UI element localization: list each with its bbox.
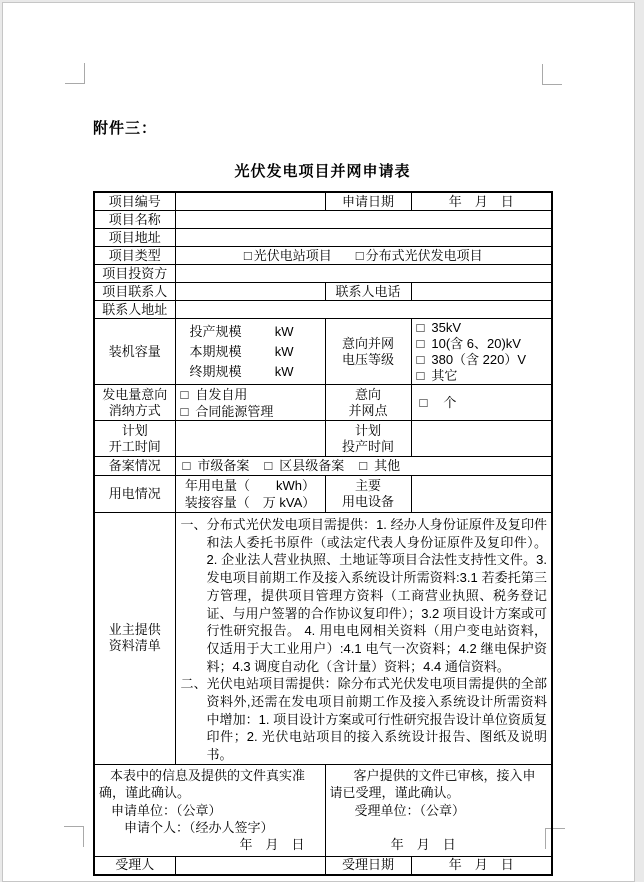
scale-unit: kW — [274, 343, 294, 359]
attachment-label: 附件三： — [93, 120, 158, 137]
voltage-option-label: 其它 — [431, 367, 458, 383]
handler-field[interactable] — [175, 856, 325, 875]
acceptor-date-line: 年 月 日 — [390, 837, 456, 853]
row-project-no — [94, 192, 552, 211]
contact-addr-field[interactable] — [175, 301, 552, 319]
main-equipment-field[interactable] — [411, 476, 552, 513]
row-documents — [94, 513, 552, 765]
record-options-cell — [175, 457, 552, 476]
checkbox-icon[interactable]: □ — [416, 335, 425, 351]
applicant-statement: 本表中的信息及提供的文件真实准确，谨此确认。 — [99, 767, 306, 801]
record-option-label: 市级备案 — [197, 458, 250, 473]
contact-addr-label: 联系人地址 — [94, 301, 175, 319]
production-time-label: 计划 投产时间 — [325, 421, 411, 457]
poi-label: 意向 并网点 — [325, 385, 411, 421]
document-page — [2, 2, 635, 882]
project-name-field[interactable] — [175, 211, 552, 229]
voltage-label: 意向并网 电压等级 — [325, 319, 411, 385]
acceptor-unit-line: 受理单位：（公章） — [354, 802, 466, 818]
contact-phone-field[interactable] — [411, 283, 552, 301]
record-label: 备案情况 — [94, 457, 175, 476]
row-project-name — [94, 211, 552, 229]
project-addr-field[interactable] — [175, 229, 552, 247]
start-time-label: 计划 开工时间 — [94, 421, 175, 457]
checkbox-icon[interactable]: □ — [416, 367, 425, 383]
application-form-table — [93, 191, 553, 876]
scale-name: 本期规模 — [189, 343, 242, 359]
capacity-label: 装机容量 — [94, 319, 175, 385]
checkbox-icon[interactable]: □ — [359, 458, 368, 473]
production-time-field[interactable] — [411, 421, 552, 457]
applicant-confirmation-cell — [94, 764, 325, 856]
contact-label: 项目联系人 — [94, 283, 175, 301]
investor-label: 项目投资方 — [94, 265, 175, 283]
project-name-label: 项目名称 — [94, 211, 175, 229]
record-option-label: 区县级备案 — [279, 458, 345, 473]
accept-date-field[interactable]: 年 月 日 — [411, 856, 552, 875]
contact-phone-label: 联系人电话 — [325, 283, 411, 301]
consumption-label: 发电量意向 消纳方式 — [94, 385, 175, 421]
checkbox-icon[interactable]: □ — [355, 247, 364, 263]
documents-paragraph-2: 二、光伏电站项目需提供：除分布式光伏发电项目需提供的全部资料外,还需在发电项目前期工作及接入系统设计所需资料中增加：1. 项目设计方案或可行性研究报告设计单位资质复印件；2. 光伏电站项目的接入系统设计报告、图纸及说明书。 — [180, 676, 547, 763]
project-type-options-cell — [175, 247, 552, 265]
main-equipment-label: 主要 用电设备 — [325, 476, 411, 513]
crop-mark-top-left-icon — [65, 63, 85, 84]
usage-line: 年用电量（ kWh） — [184, 478, 315, 493]
voltage-option-label: 10(含 6、20)kV — [431, 335, 521, 351]
row-contact-addr — [94, 301, 552, 319]
row-project-addr — [94, 229, 552, 247]
usage-values-cell[interactable] — [175, 476, 325, 513]
capacity-scales-cell[interactable] — [175, 319, 325, 385]
handler-label: 受理人 — [94, 856, 175, 875]
row-project-type — [94, 247, 552, 265]
scale-unit: kW — [274, 323, 294, 339]
checkbox-icon[interactable]: □ — [416, 351, 425, 367]
voltage-option-label: 380（含 220）V — [431, 351, 527, 367]
apply-date-label: 申请日期 — [325, 192, 411, 211]
usage-label: 用电情况 — [94, 476, 175, 513]
apply-date-field[interactable]: 年 月 日 — [411, 192, 552, 211]
row-contact — [94, 283, 552, 301]
checkbox-icon[interactable]: □ — [180, 386, 189, 402]
form-title: 光伏发电项目并网申请表 — [234, 163, 411, 180]
documents-paragraph-1: 一、分布式光伏发电项目需提供：1. 经办人身份证原件及复印件和法人委托书原件（或法定代表人身份证原件及复印件）。2. 企业法人营业执照、土地证等项目合法性支持性文件。3. 发电项目前期工作及接入系统设计所需资料:3.1 若委托第三方管理，提供项目管理方资料（工商营业执照、税务登记证、与用户签署的合作协议复印件）；3.2 项目设计方案或可行性研究报告。 4. 用电电网相关资料（用户变电站资料，仅适用于大工业用户）:4.1 电气一次资料；4.2 继电保护资料；4.3 调度自动化（含计量）资料；4.4 通信资料。 — [180, 517, 547, 674]
checkbox-icon[interactable]: □ — [243, 247, 252, 263]
contact-field[interactable] — [175, 283, 325, 301]
start-time-field[interactable] — [175, 421, 325, 457]
row-consumption — [94, 385, 552, 421]
row-investor — [94, 265, 552, 283]
checkbox-icon[interactable]: □ — [419, 394, 428, 410]
usage-line: 装接容量（ 万 kVA） — [184, 495, 316, 510]
checkbox-icon[interactable]: □ — [416, 319, 425, 335]
applicant-unit-line: 申请单位：（公章） — [111, 802, 222, 818]
applicant-person-line: 申请个人：（经办人签字） — [124, 820, 274, 836]
documents-label: 业主提供 资料清单 — [94, 513, 175, 765]
documents-list-cell — [175, 513, 552, 765]
poi-unit-label: 个 — [443, 394, 457, 410]
investor-field[interactable] — [175, 265, 552, 283]
poi-value-cell — [411, 385, 552, 421]
checkbox-icon[interactable]: □ — [182, 458, 191, 473]
voltage-options-cell — [411, 319, 552, 385]
row-schedule — [94, 421, 552, 457]
consumption-options-cell — [175, 385, 325, 421]
project-no-label: 项目编号 — [94, 192, 175, 211]
row-footer — [94, 856, 552, 875]
applicant-date-line: 年 月 日 — [239, 837, 305, 853]
accept-date-label: 受理日期 — [325, 856, 411, 875]
voltage-option-label: 35kV — [431, 319, 461, 335]
consumption-option-label: 自发自用 — [195, 386, 248, 402]
scale-name: 终期规模 — [189, 363, 242, 379]
project-type-label: 项目类型 — [94, 247, 175, 265]
project-addr-label: 项目地址 — [94, 229, 175, 247]
row-capacity — [94, 319, 552, 385]
acceptor-confirmation-cell — [325, 764, 552, 856]
checkbox-icon[interactable]: □ — [264, 458, 273, 473]
scale-name: 投产规模 — [189, 323, 242, 339]
document-content — [93, 3, 552, 876]
project-no-field[interactable] — [175, 192, 325, 211]
acceptor-statement: 客户提供的文件已审核，接入申请已受理，谨此确认。 — [329, 767, 536, 801]
project-type-option-label: 分布式光伏发电项目 — [365, 247, 483, 263]
scale-unit: kW — [274, 363, 294, 379]
project-type-option-label: 光伏电站项目 — [253, 247, 332, 263]
checkbox-icon[interactable]: □ — [180, 403, 189, 419]
record-option-label: 其他 — [374, 458, 401, 473]
row-record — [94, 457, 552, 476]
row-confirmation — [94, 764, 552, 856]
row-usage — [94, 476, 552, 513]
consumption-option-label: 合同能源管理 — [195, 403, 274, 419]
crop-mark-bottom-left-icon — [64, 826, 84, 847]
